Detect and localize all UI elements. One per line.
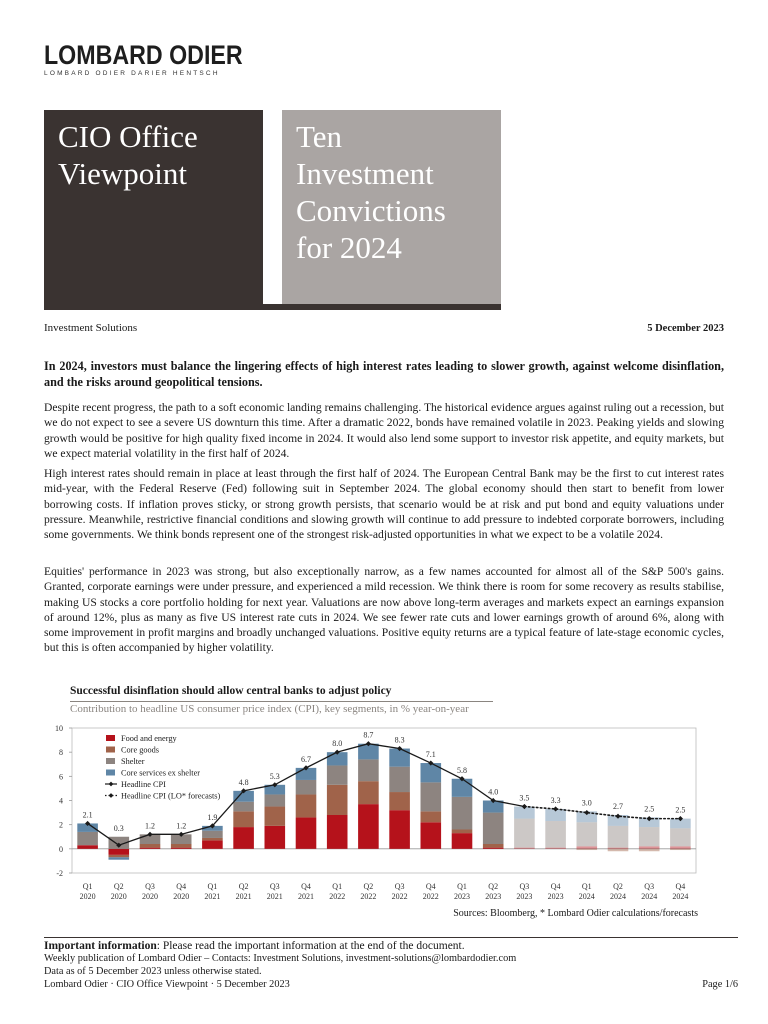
- bar-segment: [483, 848, 504, 849]
- x-tick-label: 2022: [329, 892, 346, 901]
- brand-tagline: LOMBARD ODIER DARIER HENTSCH: [44, 70, 220, 77]
- legend-label: Headline CPI: [121, 780, 166, 789]
- x-tick-label: Q1: [457, 882, 467, 891]
- footer-contacts: Weekly publication of Lombard Odier – Contacts: Investment Solutions, investment-solutions@lombardodier.com: [44, 953, 517, 964]
- bar-segment: [202, 838, 223, 840]
- bar-segment: [608, 849, 629, 851]
- x-tick-label: 2021: [235, 892, 252, 901]
- data-label: 3.3: [550, 795, 561, 805]
- page-number: Page 1/6: [702, 979, 738, 990]
- x-tick-label: Q3: [269, 882, 280, 891]
- bar-segment: [577, 846, 598, 848]
- legend-swatch: [106, 770, 115, 776]
- bar-segment: [265, 794, 286, 806]
- x-tick-label: Q4: [425, 882, 436, 891]
- x-tick-label: Q4: [550, 882, 561, 891]
- body-paragraph-1: Despite recent progress, the path to a soft economic landing remains challenging. The historical evidence argues against ruling out a recession, but we do not expect to see a severe US downturn this time. After a dramatic 2022, bonds have remained volatile in 2023. Peaking yields and slowing growth would be positive for high quality fixed income in 2024. It would also lend some support to investor risk appetite, and equity markets, but we expect material volatility in the first half of 2024.: [44, 401, 724, 460]
- bar-segment: [452, 830, 473, 834]
- x-tick-label: 2020: [79, 892, 96, 901]
- bar-segment: [452, 779, 473, 797]
- x-tick-label: 2021: [266, 892, 283, 901]
- x-tick-label: 2023: [516, 892, 533, 901]
- y-tick-label: -2: [56, 869, 63, 878]
- x-tick-label: 2020: [173, 892, 190, 901]
- cpi-chart: [44, 720, 724, 905]
- x-tick-label: Q3: [644, 882, 655, 891]
- bar-segment: [327, 815, 348, 849]
- bar-segment: [608, 826, 629, 848]
- bar-segment: [233, 827, 254, 849]
- x-tick-label: 2023: [454, 892, 470, 901]
- legend-label: Headline CPI (LO* forecasts): [121, 791, 221, 801]
- legend-label: Shelter: [121, 757, 145, 766]
- bar-segment: [389, 810, 410, 849]
- legend-swatch: [106, 747, 115, 753]
- bar-segment: [639, 827, 660, 846]
- bar-segment: [265, 826, 286, 849]
- legend-label: Core services ex shelter: [121, 768, 201, 778]
- body-paragraph-3: Equities' performance in 2023 was strong, but also exceptionally narrow, as a few names accounted for almost all of the S&P 500's gains. Granted, corporate earnings were under pressure, and experienced a mild recession. We think there is room for some recovery as results stabilise, making US stocks a core portfolio holding for next year. Valuations are now above long-term averages and markets expect an earnings expansion of around 12%, plus as many as five US interest rate cuts in 2024. We see fewer rate cuts and lower earnings growth of around 6%, along with some improvement in profit margins and broadly unchanged valuations. Positive equity returns are a typical feature of late-stage economic cycles, but this is often accompanied by higher volatility.: [44, 565, 724, 655]
- x-tick-label: Q2: [613, 882, 623, 891]
- legend-marker: [109, 793, 114, 798]
- data-label: 1.9: [207, 812, 218, 822]
- footer-data-date: Data as of 5 December 2023 unless otherwise stated.: [44, 966, 262, 977]
- bar-segment: [670, 828, 691, 846]
- data-label: 2.1: [82, 810, 93, 820]
- legend-swatch: [106, 735, 115, 741]
- data-label: 2.5: [644, 804, 655, 814]
- x-tick-label: Q1: [581, 882, 592, 891]
- y-tick-label: 10: [55, 724, 63, 733]
- bar-segment: [483, 813, 504, 844]
- x-tick-label: Q2: [113, 882, 124, 891]
- x-tick-label: 2022: [391, 892, 408, 901]
- x-tick-label: 2021: [204, 892, 221, 901]
- x-tick-label: Q3: [145, 882, 155, 891]
- chart-title: Successful disinflation should allow central banks to adjust policy: [70, 685, 392, 697]
- bar-segment: [327, 785, 348, 815]
- bar-segment: [358, 759, 379, 781]
- chart-sources: Sources: Bloomberg, * Lombard Odier calculations/forecasts: [453, 908, 698, 919]
- bar-segment: [608, 848, 629, 849]
- bar-segment: [545, 821, 566, 848]
- bar-segment: [358, 804, 379, 849]
- data-label: 8.0: [332, 739, 343, 749]
- footer-divider: [44, 937, 738, 938]
- data-label: 3.5: [519, 793, 530, 803]
- x-tick-label: 2024: [641, 892, 658, 901]
- data-label: 0.3: [113, 823, 124, 833]
- bar-segment: [514, 819, 535, 848]
- bar-segment: [421, 811, 442, 822]
- bar-segment: [327, 765, 348, 784]
- x-tick-label: Q3: [394, 882, 405, 891]
- bar-segment: [577, 822, 598, 846]
- y-tick-label: 6: [59, 772, 63, 782]
- bar-segment: [421, 763, 442, 782]
- y-tick-label: 8: [59, 748, 63, 758]
- bar-segment: [452, 797, 473, 830]
- bar-segment: [77, 832, 98, 845]
- legend-swatch: [106, 758, 115, 764]
- y-tick-label: 2: [59, 820, 63, 830]
- x-tick-label: Q1: [332, 882, 343, 891]
- x-tick-label: 2023: [547, 892, 564, 901]
- data-label: 3.0: [581, 798, 592, 808]
- bar-segment: [358, 781, 379, 804]
- data-label: 1.2: [145, 821, 155, 831]
- bar-segment: [670, 849, 691, 850]
- bar-segment: [452, 833, 473, 849]
- brand-logo: LOMBARD ODIER: [44, 40, 243, 70]
- x-tick-label: Q1: [207, 882, 218, 891]
- data-label: 5.8: [457, 765, 467, 775]
- bar-segment: [265, 807, 286, 826]
- bar-segment: [421, 782, 442, 811]
- bar-segment: [233, 811, 254, 827]
- bar-segment: [109, 849, 130, 855]
- data-label: 5.3: [269, 771, 280, 781]
- x-tick-label: Q3: [519, 882, 530, 891]
- bar-segment: [233, 802, 254, 812]
- bar-segment: [296, 794, 317, 817]
- x-tick-label: Q4: [176, 882, 187, 891]
- y-tick-label: 4: [59, 796, 63, 806]
- bar-segment: [171, 848, 192, 849]
- title-box-underline: [44, 304, 501, 310]
- bar-segment: [421, 822, 442, 849]
- data-label: 8.7: [363, 730, 374, 740]
- bar-segment: [639, 849, 660, 851]
- data-label: 4.8: [238, 777, 249, 787]
- data-label: 4.0: [488, 787, 499, 797]
- legend-label: Core goods: [121, 745, 160, 755]
- bar-segment: [296, 817, 317, 848]
- x-tick-label: 2023: [485, 892, 502, 901]
- legend-label: Food and energy: [121, 734, 177, 743]
- publication-date: 5 December 2023: [647, 323, 724, 334]
- bar-segment: [202, 840, 223, 848]
- x-tick-label: 2024: [610, 892, 626, 901]
- important-information: Important information: Please read the important information at the end of the document.: [44, 940, 465, 952]
- x-tick-label: 2024: [578, 892, 595, 901]
- x-tick-label: Q1: [82, 882, 93, 891]
- bar-segment: [389, 792, 410, 810]
- y-tick-label: 0: [59, 844, 63, 854]
- footer-publication: Lombard Odier · CIO Office Viewpoint · 5 December 2023: [44, 979, 290, 990]
- bar-segment: [514, 848, 535, 849]
- bar-segment: [109, 857, 130, 859]
- x-tick-label: Q2: [238, 882, 249, 891]
- bar-segment: [389, 767, 410, 792]
- data-label: 6.7: [301, 754, 311, 764]
- x-tick-label: Q2: [488, 882, 499, 891]
- x-tick-label: 2021: [298, 892, 314, 901]
- intro-paragraph: In 2024, investors must balance the lingering effects of high interest rates leading to slower growth, against welcome disinflation, and the risks around geopolitical tensions.: [44, 359, 724, 389]
- publication-title: CIO Office Viewpoint: [58, 119, 198, 191]
- bar-segment: [577, 849, 598, 850]
- x-tick-label: Q4: [301, 882, 311, 891]
- bar-segment: [202, 831, 223, 838]
- bar-segment: [296, 780, 317, 795]
- bar-segment: [171, 844, 192, 848]
- bar-segment: [545, 848, 566, 849]
- bar-segment: [140, 848, 161, 849]
- data-label: 1.2: [176, 821, 187, 831]
- data-label: 8.3: [394, 735, 405, 745]
- bar-segment: [109, 855, 130, 857]
- data-label: 2.7: [613, 802, 623, 811]
- chart-subtitle: Contribution to headline US consumer price index (CPI), key segments, in % year-on-year: [70, 701, 493, 715]
- bar-segment: [639, 846, 660, 848]
- x-tick-label: 2020: [110, 892, 127, 901]
- data-label: 7.1: [425, 750, 436, 760]
- x-tick-label: 2024: [672, 892, 689, 901]
- legend-marker: [109, 782, 114, 787]
- bar-segment: [670, 846, 691, 848]
- issue-title: Ten Investment Convictions for 2024: [296, 119, 446, 265]
- body-paragraph-2: High interest rates should remain in place at least through the first half of 2024. The European Central Bank may be the first to cut interest rates mid-year, with the Federal Reserve (Fed) following suit in September 2024. The global economy should then start to benefit from lower borrowing costs. If inflation proves sticky, or strong growth persists, that scenario would be at risk and put bond and equity valuations under pressure. Meanwhile, restrictive financial conditions and slowing growth will continue to add pressure to indebted corporate borrowers, including some governments. We think bonds represent one of the strongest risk-adjusted opportunities in what we expect to be a volatile 2024.: [44, 467, 724, 542]
- data-label: 2.5: [675, 805, 686, 815]
- plot-frame: [72, 728, 696, 873]
- x-tick-label: 2022: [422, 892, 439, 901]
- bar-segment: [77, 845, 98, 849]
- x-tick-label: Q2: [363, 882, 374, 891]
- x-tick-label: 2022: [360, 892, 377, 901]
- bar-segment: [140, 844, 161, 848]
- x-tick-label: Q4: [675, 882, 686, 891]
- x-tick-label: 2020: [142, 892, 158, 901]
- bar-segment: [483, 844, 504, 848]
- section-label: Investment Solutions: [44, 322, 138, 334]
